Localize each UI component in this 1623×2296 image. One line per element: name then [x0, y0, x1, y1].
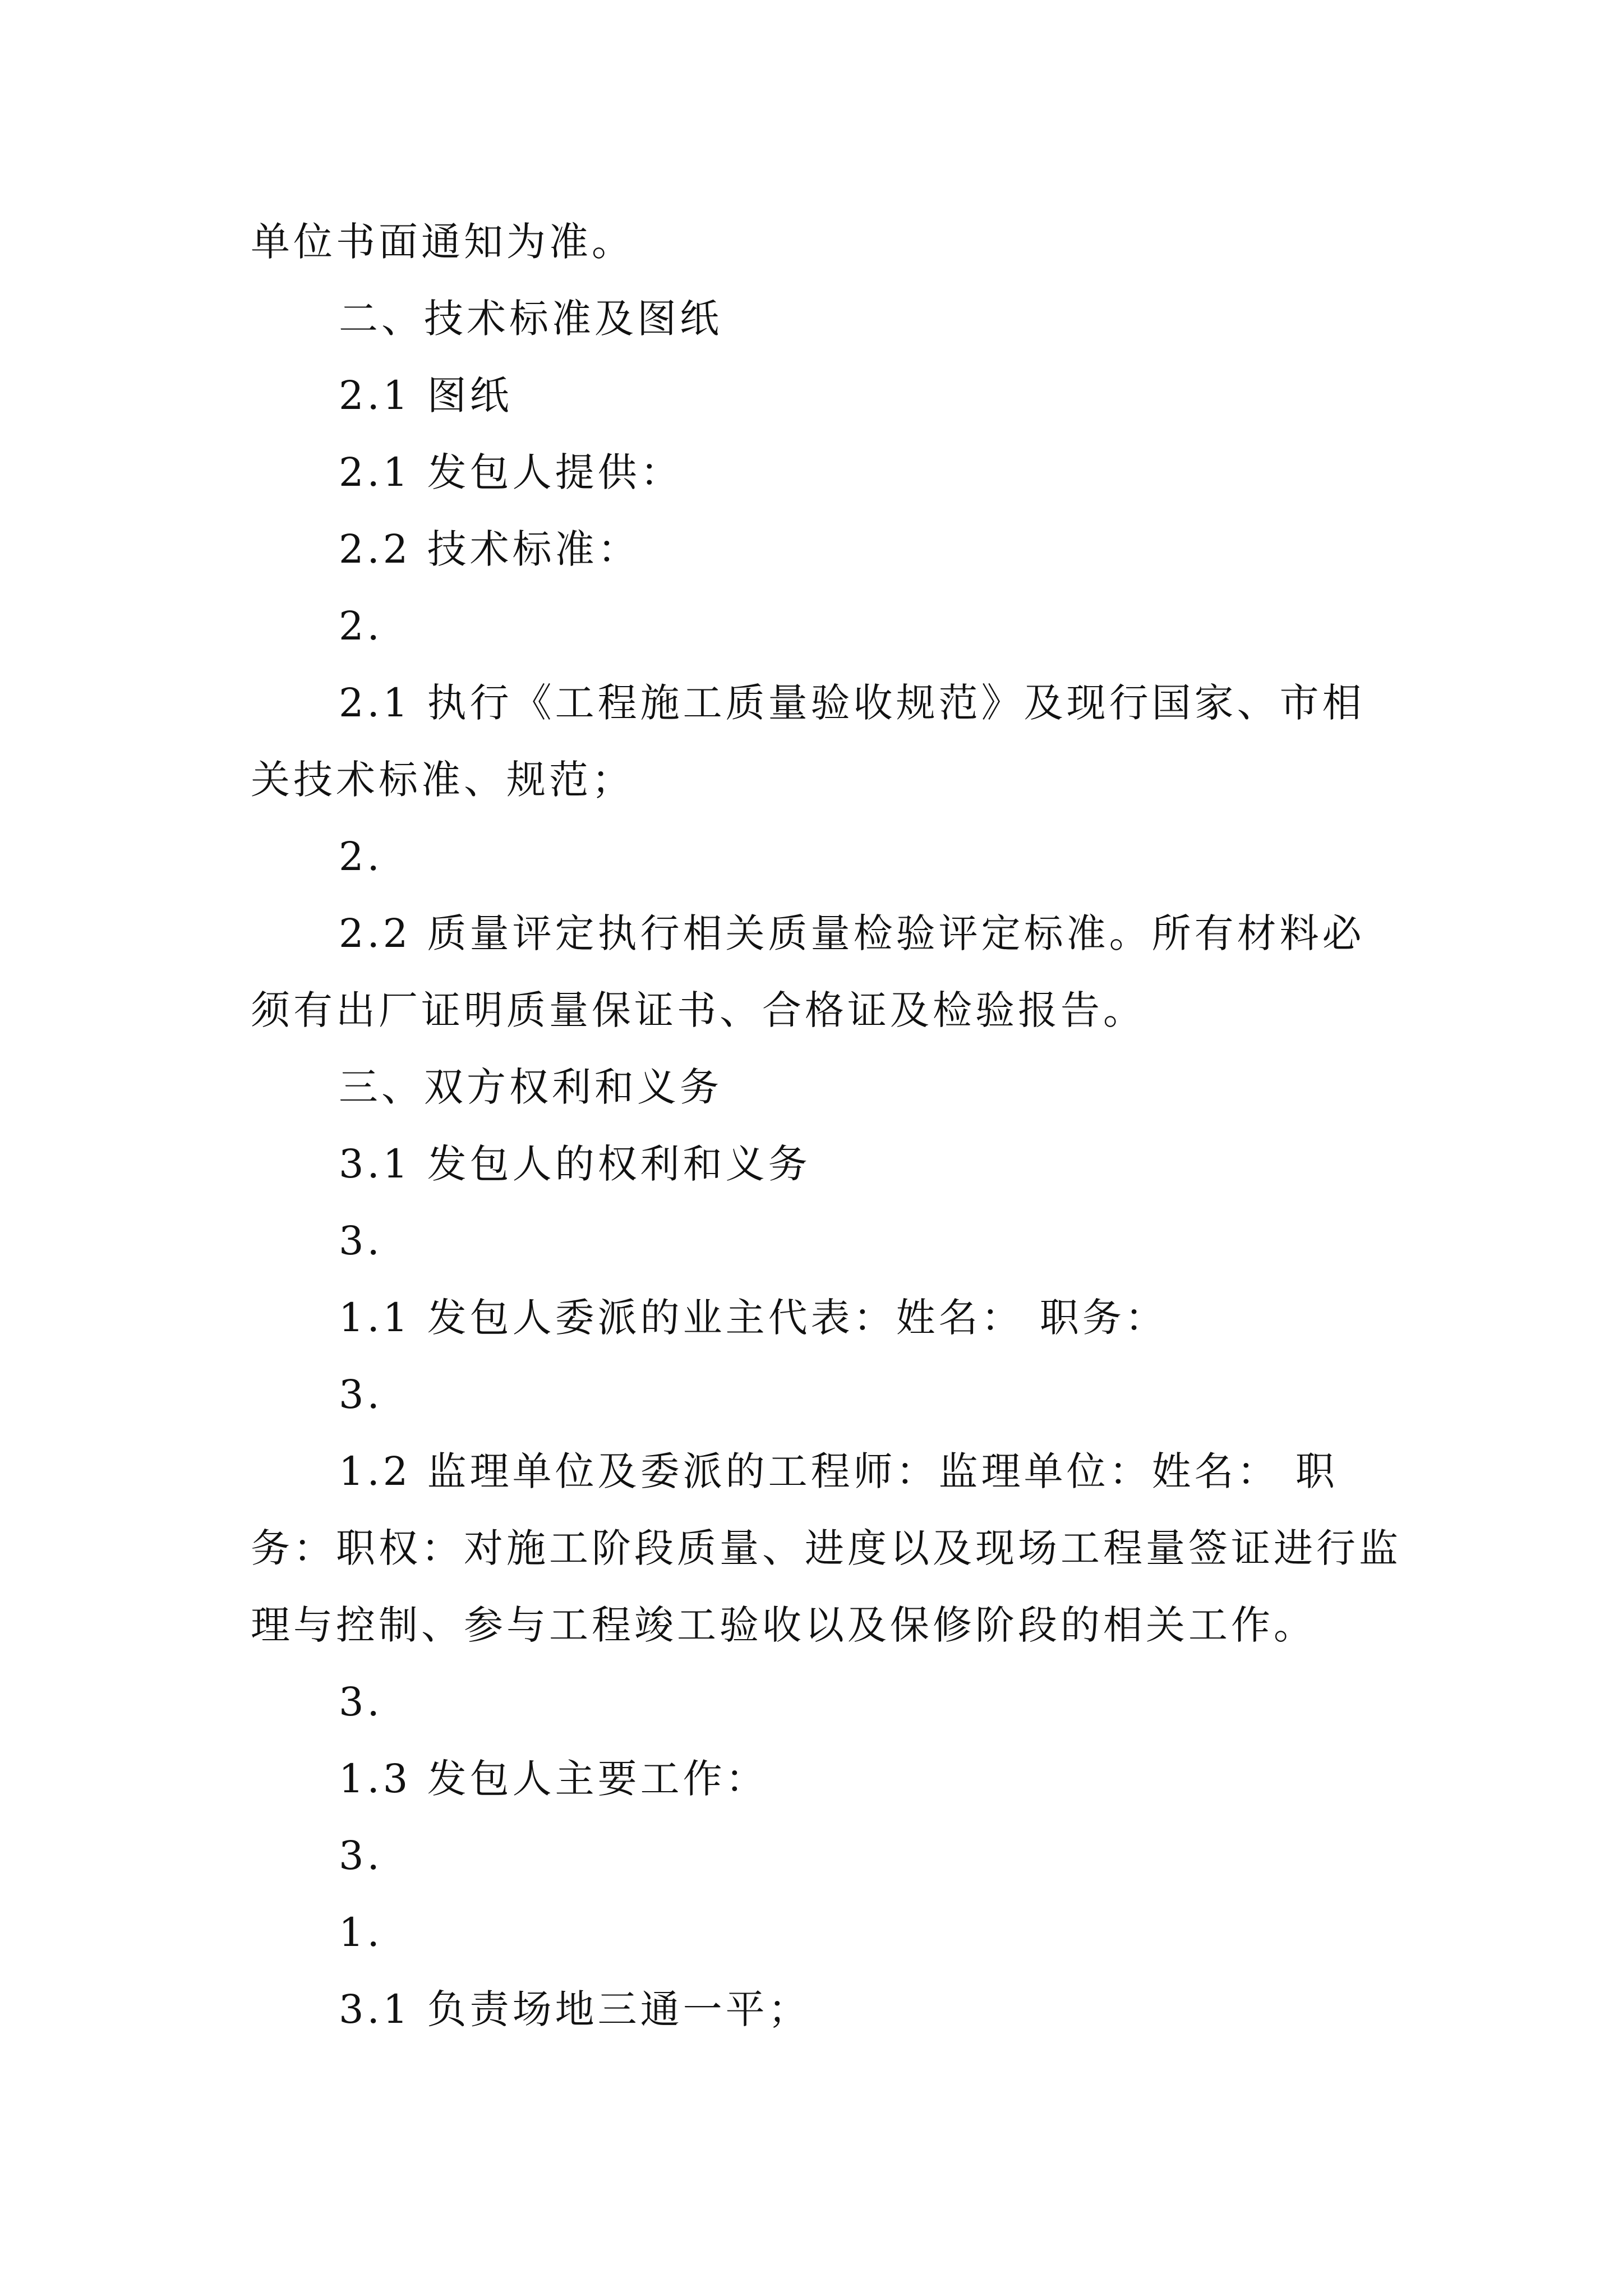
- paragraph: 2.2 质量评定执行相关质量检验评定标准。所有材料必须有出厂证明质量保证书、合格证及检验报告。: [251, 910, 1365, 1033]
- paragraph: 1.1 发包人委派的业主代表：姓名： 职务：: [339, 1295, 1168, 1341]
- section-heading-2: 二、技术标准及图纸: [339, 296, 722, 342]
- document-body: [251, 204, 1406, 2048]
- paragraph: 1.3 发包人主要工作：: [339, 1756, 768, 1802]
- paragraph: 1.: [339, 1910, 383, 1955]
- paragraph: 2.: [339, 603, 383, 649]
- paragraph: 3.1 负责场地三通一平；: [339, 1986, 811, 2032]
- paragraph: 3.: [339, 1218, 383, 1264]
- paragraph: 1.2 监理单位及委派的工程师：监理单位：姓名： 职务：职权：对施工阶段质量、进度以及现场工程量签证进行监理与控制、参与工程竣工验收以及保修阶段的相关工作。: [251, 1448, 1401, 1648]
- paragraph: 3.: [339, 1372, 383, 1418]
- paragraph: 2.1 执行《工程施工质量验收规范》及现行国家、市相关技术标准、规范；: [251, 680, 1365, 803]
- paragraph: 2.2 技术标准：: [339, 526, 640, 572]
- paragraph: 2.1 发包人提供：: [339, 449, 683, 495]
- section-heading-3: 三、双方权利和义务: [339, 1064, 722, 1110]
- paragraph-continuation: 单位书面通知为准。: [251, 219, 634, 265]
- paragraph: 3.1 发包人的权利和义务: [339, 1141, 811, 1187]
- paragraph: 3.: [339, 1679, 383, 1725]
- paragraph: 2.1 图纸: [339, 372, 513, 418]
- paragraph: 3.: [339, 1833, 383, 1879]
- paragraph: 2.: [339, 834, 383, 880]
